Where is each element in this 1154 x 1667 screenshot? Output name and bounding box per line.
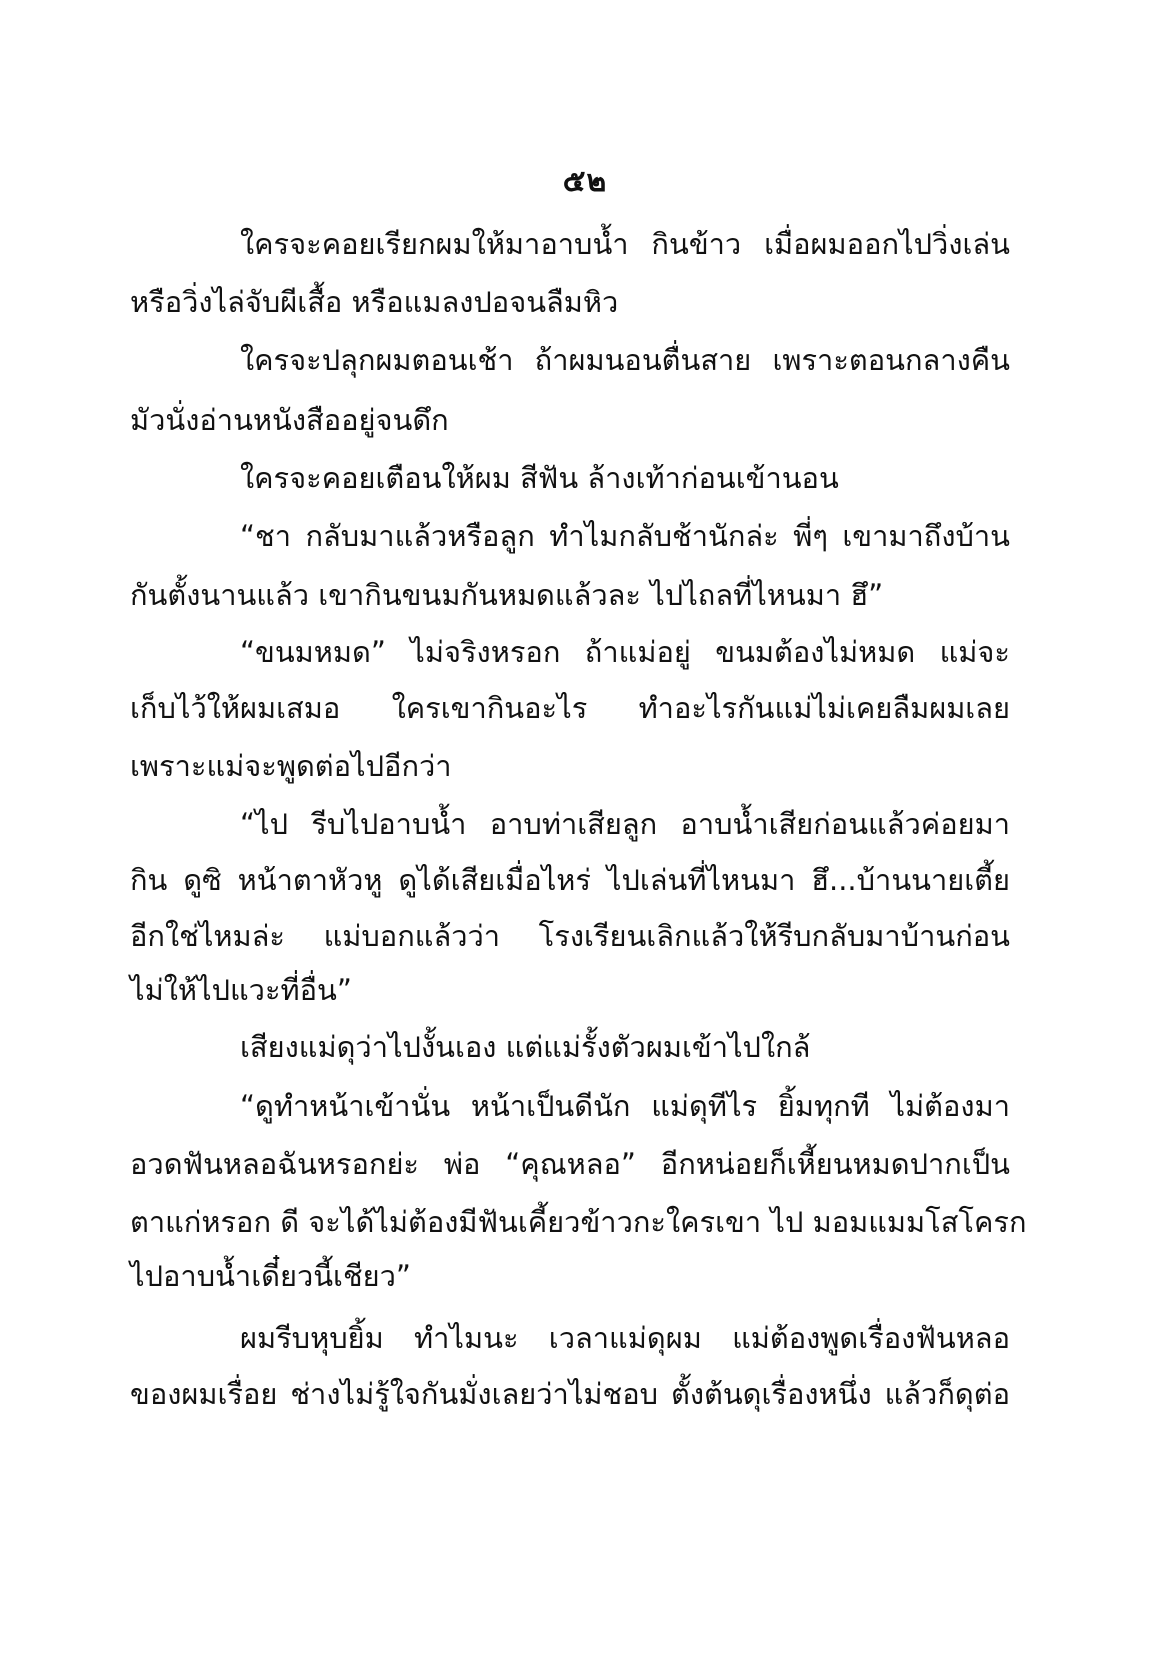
page-number: ๕๒ [562,164,608,199]
text-line: ไม่ให้ไปแวะที่อื่น” [130,973,352,1007]
text-line: ของผมเรื่อย ช่างไม่รู้ใจกันมั่งเลยว่าไม่ชอบ ตั้งต้นดุเรื่องหนึ่ง แล้วก็ดุต่อ [130,1377,1010,1411]
text-line: อวดฟันหลอฉันหรอกย่ะ พ่อ “คุณหลอ” อีกหน่อยก็เหี้ยนหมดปากเป็น [130,1147,1010,1181]
text-line: กิน ดูซิ หน้าตาหัวหู ดูได้เสียเมื่อไหร่ ไปเล่นที่ไหนมา ฮึ...บ้านนายเตี้ย [130,863,1010,897]
text-line: ตาแก่หรอก ดี จะได้ไม่ต้องมีฟันเคี้ยวข้าวกะใครเขา ไป มอมแมมโสโครก [130,1205,1027,1239]
text-line: มัวนั่งอ่านหนังสืออยู่จนดึก [130,403,449,437]
text-line: “ไป รีบไปอาบน้ำ อาบท่าเสียลูก อาบน้ำเสียก่อนแล้วค่อยมา [240,807,1010,841]
text-line: เพราะแม่จะพูดต่อไปอีกว่า [130,749,452,783]
text-line: ผมรีบหุบยิ้ม ทำไมนะ เวลาแม่ดุผม แม่ต้องพูดเรื่องฟันหลอ [240,1321,1010,1355]
text-line: เสียงแม่ดุว่าไปงั้นเอง แต่แม่รั้งตัวผมเข้าไปใกล้ [240,1030,811,1064]
text-line: “ดูทำหน้าเข้านั่น หน้าเป็นดีนัก แม่ดุทีไร ยิ้มทุกที ไม่ต้องมา [240,1089,1010,1123]
text-line: ใครจะคอยเรียกผมให้มาอาบน้ำ กินข้าว เมื่อผมออกไปวิ่งเล่น [240,227,1010,261]
text-line: กันตั้งนานแล้ว เขากินขนมกันหมดแล้วละ ไปไถลที่ไหนมา ฮึ” [130,578,884,612]
text-line: อีกใช่ไหมล่ะ แม่บอกแล้วว่า โรงเรียนเลิกแล้วให้รีบกลับมาบ้านก่อน [130,919,1010,953]
text-line: ไปอาบน้ำเดี๋ยวนี้เชียว” [130,1259,411,1293]
text-line: “ขนมหมด” ไม่จริงหรอก ถ้าแม่อยู่ ขนมต้องไม่หมด แม่จะ [240,635,1010,669]
text-line: หรือวิ่งไล่จับผีเสื้อ หรือแมลงปอจนลืมหิว [130,285,619,319]
text-line: เก็บไว้ให้ผมเสมอ ใครเขากินอะไร ทำอะไรกันแม่ไม่เคยลืมผมเลย [130,691,1010,725]
text-line: “ชา กลับมาแล้วหรือลูก ทำไมกลับช้านักล่ะ พี่ๆ เขามาถึงบ้าน [240,519,1010,553]
text-line: ใครจะปลุกผมตอนเช้า ถ้าผมนอนตื่นสาย เพราะตอนกลางคืน [240,343,1010,377]
text-line: ใครจะคอยเตือนให้ผม สีฟัน ล้างเท้าก่อนเข้านอน [240,461,839,495]
